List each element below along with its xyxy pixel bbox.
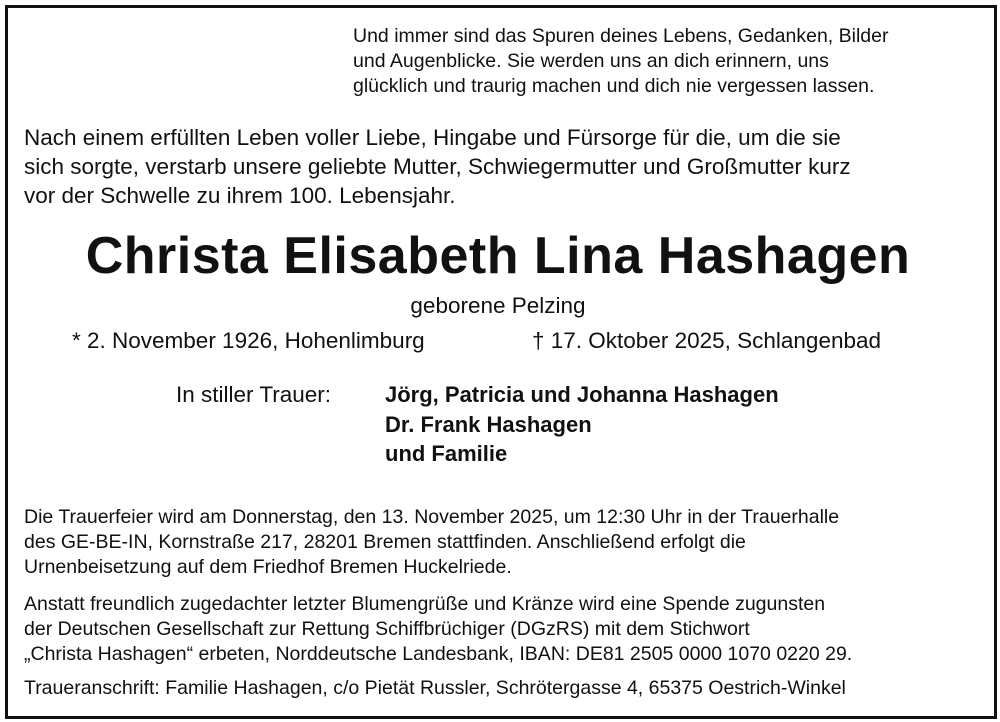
mourner-line: Dr. Frank Hashagen [385, 411, 592, 437]
death-date: † 17. Oktober 2025, Schlangenbad [532, 328, 882, 353]
deceased-name: Christa Elisabeth Lina Hashagen [85, 227, 911, 285]
mourning-address: Traueranschrift: Familie Hashagen, c/o Pietät Russler, Schrötergasse 4, 65375 Oestrich-Winkel [24, 677, 846, 699]
funeral-info: Die Trauerfeier wird am Donnerstag, den 13. November 2025, um 12:30 Uhr in der Trauerhalle des GE-BE-IN, Kornstraße 217, 28201 Bremen stattfinden. Anschließend erfolgt die Urnenbeisetzung auf dem Friedhof Bremen Huckelriede. [24, 506, 840, 578]
memorial-quote: Und immer sind das Spuren deines Lebens, Gedanken, Bilder und Augenblicke. Sie werden uns an dich erinnern, uns glücklich und traurig machen und dich nie vergessen lassen. [353, 25, 889, 97]
birth-date: * 2. November 1926, Hohenlimburg [72, 328, 425, 353]
mourners-list [385, 380, 779, 469]
donation-info: Anstatt freundlich zugedachter letzter Blumengrüße und Kränze wird eine Spende zugunsten der Deutschen Gesellschaft zur Rettung Schiffbrüchiger (DGzRS) mit dem Stichwort „Christa Hashagen“ erbeten, Norddeutsche Landesbank, IBAN: DE81 2505 0000 1070 0220 29. [24, 593, 853, 665]
mourner-line: und Familie [385, 441, 508, 466]
birth-name: geborene Pelzing [410, 293, 586, 318]
intro-text: Nach einem erfüllten Leben voller Liebe, Hingabe und Fürsorge für die, um die sie sich sorgte, verstarb unsere geliebte Mutter, Schwiegermutter und Großmutter kurz vor der Schwelle zu ihrem 100. Lebensjahr. [24, 125, 851, 208]
mourning-label: In stiller Trauer: [176, 382, 332, 407]
mourner-line: Jörg, Patricia und Johanna Hashagen [385, 382, 779, 407]
